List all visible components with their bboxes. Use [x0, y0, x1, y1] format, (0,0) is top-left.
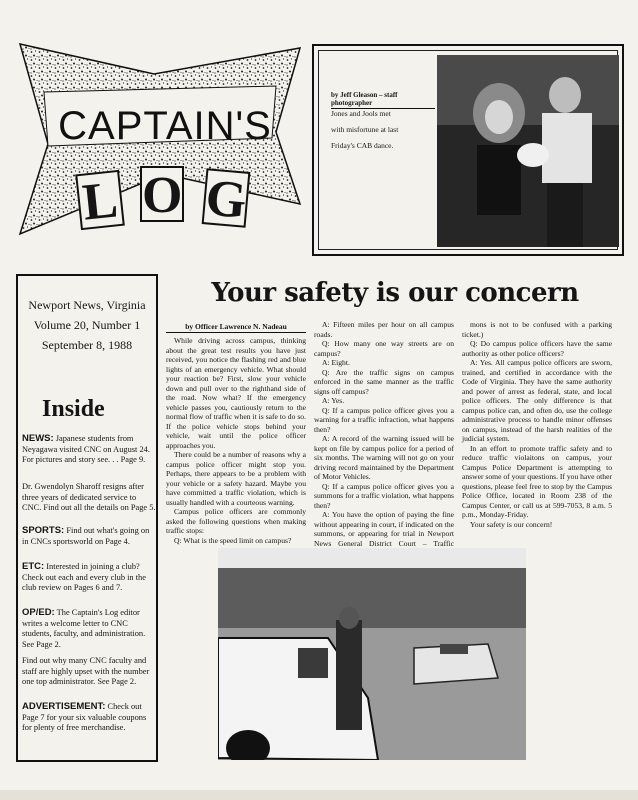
- photo-caption-line: Jones and Jools met: [331, 109, 391, 118]
- inside-item-etc: [22, 562, 156, 594]
- inside-item-oped: [22, 608, 156, 650]
- article-column-3: [462, 320, 612, 529]
- inside-item-resignation: [22, 482, 156, 514]
- article-paragraph: A: Yes. All campus police officers are sworn, trained, and certified in accordance with the Code of Virginia. They have the same authority and power of arrest as federal, state, and local police officers. The only difference is that campus police can, and often do, use the college administrative process to handle minor offenses on campus, instead of the harsh realities of the judicial system.: [462, 358, 612, 443]
- article-paragraph: Q: Do campus police officers have the same authority as other police officers?: [462, 339, 612, 358]
- inside-item-text: Find out what's going on in CNCs sportsworld on Page 4.: [22, 526, 150, 546]
- issue-date: September 8, 1988: [41, 338, 133, 352]
- article-paragraph: Your safety is our concern!: [470, 519, 553, 529]
- dance-photo: [437, 55, 619, 247]
- top-photo-frame: [318, 50, 618, 250]
- inside-item-text: Japanese students from Neyagawa visited CNC on August 24. For pictures and story see. . . Page 9.: [22, 434, 150, 465]
- inside-item-faculty: [22, 656, 156, 688]
- inside-item-text: The Captain's Log editor writes a welcome letter to CNC students, faculty, and administration. See Page 2.: [22, 608, 146, 649]
- masthead-letter-g: G: [203, 169, 249, 230]
- inside-item-label: NEWS:: [22, 433, 54, 444]
- masthead-letter-l: L: [75, 170, 125, 230]
- article-paragraph: Campus police officers are commonly asked the following questions when making traffic stops:: [166, 507, 306, 535]
- inside-item-label: OP/ED:: [22, 607, 55, 618]
- article-column-2: [314, 320, 454, 558]
- article-paragraph: While driving across campus, thinking about the great test results you have just received, you notice the flashing red and blue lights of an emergency vehicle. What should your reaction be? First, slow your vehicle down and pull over to the righthand side of the road. Now what? If the emergency vehicle passes you, cautiously return to the normal flow of traffic when it is safe to do so. If the police vehicle stops behind your vehicle, wait until the police officer approaches you.: [166, 336, 306, 450]
- article-paragraph: Q: What is the speed limit on campus?: [174, 535, 292, 545]
- article-paragraph: Q: If a campus police officer gives you a warning for a traffic infraction, what happens then?: [314, 405, 454, 434]
- inside-item-label: SPORTS:: [22, 525, 65, 536]
- inside-item-text: Check out Page 7 for your six valuable coupons for plenty of free merchandise.: [22, 702, 147, 733]
- inside-item-sports: [22, 526, 156, 547]
- photo-caption-line: with misfortune at last: [331, 125, 399, 134]
- inside-item-text: Dr. Gwendolyn Sharoff resigns after three years of dedicated service to CNC. Find out all the details on Page 5.: [22, 482, 156, 513]
- article-paragraph: Q: If a campus police officer gives you a summons for a traffic violation, what happens then?: [314, 481, 454, 510]
- inside-item-advertisement: [22, 702, 156, 734]
- article-headline: Your safety is our concern: [211, 278, 579, 308]
- inside-heading: Inside: [42, 396, 105, 422]
- article-paragraph: In an effort to promote traffic safety and to reduce traffic violaitons on campus, your Campus Police Department is attempting to answer some of your questions. If you have other questions, please feel free to stop by the Campus Police Office, located in Room 238 of the Campus Center, or call us at 599-7053, 8 a.m. 5 p.m., Monday-Friday.: [462, 443, 612, 519]
- article-paragraph: A: You have the option of paying the fine without appearing in court, if indicated on the summons, or appearing for trial in Newport News General District Court – Traffic: [314, 510, 454, 548]
- top-photo-box: [312, 44, 624, 256]
- masthead-letter-o: O: [142, 167, 183, 224]
- article-column-1: [166, 336, 306, 545]
- page-edge: [0, 790, 638, 800]
- photo-caption-line: Friday's CAB dance.: [331, 141, 394, 150]
- dateline-place: Newport News, Virginia: [28, 298, 146, 312]
- police-stop-photo: [218, 548, 526, 760]
- inside-item-label: ADVERTISEMENT:: [22, 701, 106, 712]
- article-paragraph: A: Eight.: [322, 358, 350, 367]
- inside-item-label: ETC:: [22, 561, 45, 572]
- inside-item-text: Find out why many CNC faculty and staff are highly upset with the number one top administrator. See Page 2.: [22, 656, 150, 687]
- masthead: [14, 34, 306, 246]
- article-paragraph: Q: How many one way streets are on campus?: [314, 339, 454, 358]
- volume-number: Volume 20, Number 1: [33, 318, 141, 332]
- inside-sidebar: [16, 274, 158, 762]
- article-paragraph: A: Fifteen miles per hour on all campus roads.: [314, 320, 454, 339]
- photo-credit: by Jeff Gleason – staff photographer: [331, 91, 435, 109]
- article-paragraph: There could be a number of reasons why a campus police officer might stop you. Perhaps, there appears to be a problem with your vehicle or a safety hazard. Maybe you have committed a traffic violation, which is usually handled with a courteous warning.: [166, 450, 306, 507]
- article-paragraph: mons is not to be confused with a parking ticket.): [462, 320, 612, 339]
- article-paragraph: A: A record of the warning issued will be kept on file by campus police for a period of six months. The warning will not go on your driving record maintained by the Department of Motor Vehicles.: [314, 434, 454, 481]
- article-paragraph: A: Yes.: [322, 396, 345, 405]
- inside-item-news: [22, 434, 156, 466]
- article-byline: by Officer Lawrence N. Nadeau: [166, 322, 306, 333]
- article-paragraph: Q: Are the traffic signs on campus enforced in the same manner as the traffic signs off campus?: [314, 367, 454, 396]
- masthead-title: CAPTAIN'S: [58, 104, 272, 148]
- inside-item-text: Interested in joining a club? Check out each and every club in the club review on Pages 6 and 7.: [22, 562, 146, 593]
